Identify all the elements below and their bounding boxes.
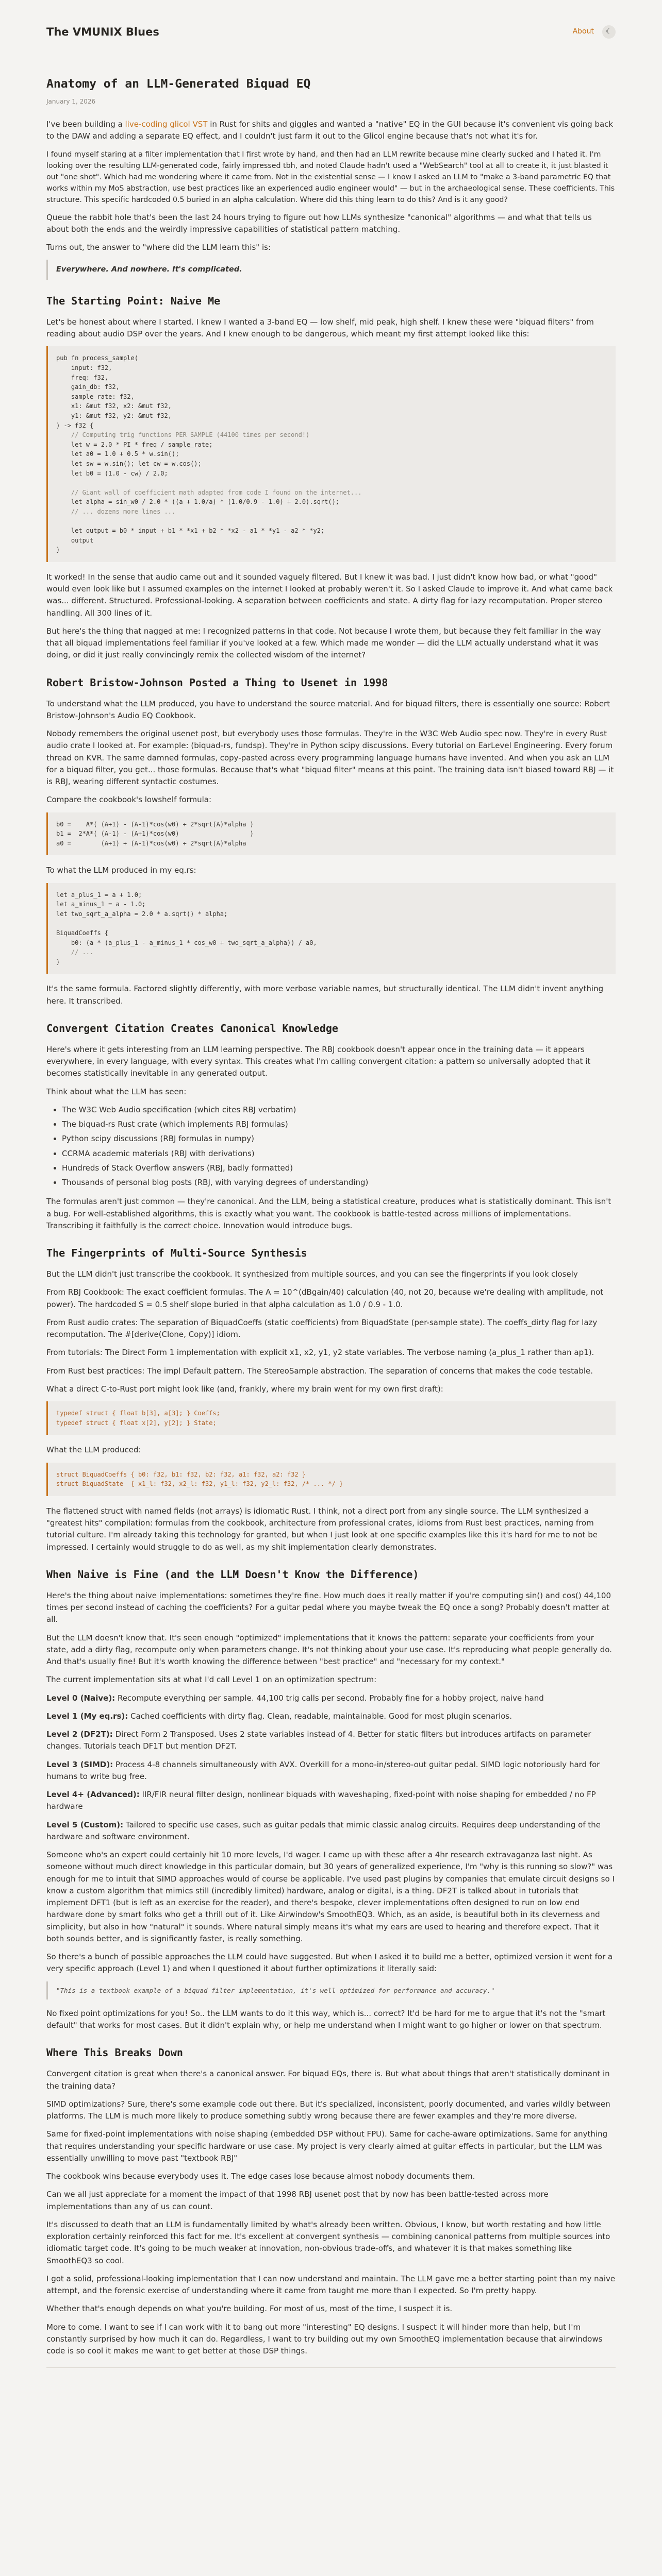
body-paragraph: Think about what the LLM has seen: (46, 1087, 187, 1096)
body-paragraph: The cookbook wins because everybody uses it. The edge cases lose because almost nobody documents them. (46, 2172, 475, 2181)
body-paragraph: Compare the cookbook's lowshelf formula: (46, 795, 212, 805)
body-paragraph: Let's be honest about where I started. I knew I wanted a 3-band EQ — low shelf, mid peak, high shelf. I knew these were "biquad filters" from reading about audio DSP over the years. And I knew enough to be dangerous, which meant my first attempt looked like this: (46, 317, 594, 339)
section-heading: Convergent Citation Creates Canonical Knowledge (46, 1022, 338, 1035)
body-paragraph: To understand what the LLM produced, you have to understand the source material. And for biquad filters, there is essentially one source: Robert Bristow-Johnson's Audio EQ Cookbook. (46, 699, 610, 720)
top-nav (573, 25, 616, 39)
list-item: • Hundreds of Stack Overflow answers (RBJ, badly formatted) (62, 1162, 616, 1174)
code-block: b0 = A*( (A+1) - (A-1)*cos(w0) + 2*sqrt(A)*alpha ) b1 = 2*A*( (A-1) - (A+1)*cos(w0) ) a0 = (A+1) + (A-1)*cos(w0) + 2*sqrt(A)*alpha (46, 812, 616, 856)
glicol-vst-link[interactable]: live-coding glicol VST (125, 120, 208, 129)
about-link[interactable]: About (572, 27, 594, 36)
intro-paragraph: I've been building a live-coding glicol VST in Rust for shits and giggles and wanted a "native" EQ in the GUI because it's convenient vis going back to the DAW and adding a separate EQ effect, and I couldn't just farm it out to the Glicol engine because that's not what it's for. (46, 120, 614, 141)
footer-divider (46, 2367, 616, 2368)
site-title[interactable]: The VMUNIX Blues (46, 25, 159, 38)
body-paragraph: But the LLM doesn't know that. It's seen enough "optimized" implementations that it knows the pattern: separate your coefficients from your state, add a dirty flag, recompute only when parameters change. It's not thinking about your use case. It's reproducing what people generally do. And that's usually fine! But it's worth knowing the difference between "best practice" and "necessary for my context." (46, 1633, 612, 1667)
code-block: typedef struct { float b[3], a[3]; } Coeffs; typedef struct { float x[2], y[2]; } State; (46, 1401, 616, 1435)
post-date: January 1, 2026 (46, 97, 96, 105)
code-block: pub fn process_sample( input: f32, freq: f32, gain_db: f32, sample_rate: f32, x1: &mut f32, x2: &mut f32, y1: &mut f32, y2: &mut f32, ) -> f32 { // Computing trig functions PER SAMPLE (44100 times per second!) let w = 2.0 * PI * freq / sample_rate; let a0 = 1.0 + 0.5 * w.sin(); let sw = w.sin(); let cw = w.cos(); let b0 = (1.0 - cw) / 2.0; // Giant wall of coefficient math adapted from code I found on the internet... let alpha = sin_w0 / 2.0 * ((a + 1.0/a) * (1.0/0.9 - 1.0) + 2.0).sqrt(); // ... dozens more lines ... let output = b0 * input + b1 * *x1 + b2 * *x2 - a1 * *y1 - a2 * *y2; output } (46, 346, 616, 562)
list-item: • Python scipy discussions (RBJ formulas in numpy) (62, 1133, 616, 1145)
body-paragraph: What the LLM produced: (46, 1445, 141, 1455)
optimization-level: Level 2 (DF2T): Direct Form 2 Transposed. Uses 2 state variables instead of 4. Better for static filters but introduces artifacts on parameter changes. Tutorials teach DF1T but mention DF2T. (46, 1730, 591, 1751)
section-heading: The Starting Point: Naive Me (46, 294, 221, 307)
list-item: • CCRMA academic materials (RBJ with derivations) (62, 1148, 616, 1160)
section-heading: Robert Bristow-Johnson Posted a Thing to Usenet in 1998 (46, 676, 388, 689)
section-heading: When Naive is Fine (and the LLM Doesn't Know the Difference) (46, 1568, 419, 1581)
body-paragraph: It's the same formula. Factored slightly differently, with more verbose variable names, but structurally identical. The LLM didn't invent anything here. It transcribed. (46, 984, 604, 1006)
body-paragraph: So there's a bunch of possible approaches the LLM could have suggested. But when I asked it to build me a better, optimized version it went for a very specific approach (Level 1) and when I questioned it about further optimizations it literally said: (46, 1952, 613, 1974)
body-paragraph: Can we all just appreciate for a moment the impact of that 1998 RBJ usenet post that by now has been battle-tested across more implementations than any of us can count. (46, 2190, 549, 2211)
intro-paragraph: Turns out, the answer to "where did the LLM learn this" is: (46, 243, 271, 252)
body-paragraph: It worked! In the sense that audio came out and it sounded vaguely filtered. But I knew it was bad. I just didn't know how bad, or what "good" would even look like but I assumed examples on the internet I looked at probably weren't it. So I asked Claude to improve it. And what came back was... different. Structured. Professional-looking. A separation between coefficients and state. A dirty flag for lazy recomputation. Proper stereo handling. All 300 lines of it. (46, 572, 613, 618)
body-paragraph: Nobody remembers the original usenet post, but everybody uses those formulas. They're in the W3C Web Audio spec now. They're in every Rust audio crate I looked at. For example: (biquad-rs, fundsp). They're in Python scipy discussions. Every tutorial on EarLevel Engineering. Every forum thread on KVR. The same damned formulas, copy-pasted across every programming language humans have invented. And when you ask an LLM for a biquad filter, you get... those formulas. Because that's what "biquad filter" means at this point. The training data isn't biased toward RBJ — it is RBJ, wearing different syntactic costumes. (46, 729, 614, 787)
list-item: • The biquad-rs Rust crate (which implements RBJ formulas) (62, 1118, 616, 1130)
body-paragraph: But here's the thing that nagged at me: I recognized patterns in that code. Not because I wrote them, but because they felt familiar in the way that all biquad implementations feel familiar if you've looked at a few. Which made me wonder — did the LLM actually understand what it was doing, or did it just really convincingly remix the collected wisdom of the internet? (46, 626, 601, 660)
page (46, 0, 616, 2368)
code-block: let a_plus_1 = a + 1.0; let a_minus_1 = a - 1.0; let two_sqrt_a_alpha = 2.0 * a.sqrt() * alpha; BiquadCoeffs { b0: (a * (a_plus_1 - a_minus_1 * cos_w0 + two_sqrt_a_alpha)) / a0, // ... } (46, 883, 616, 974)
section-heading: The Fingerprints of Multi-Source Synthesis (46, 1247, 307, 1260)
body-paragraph: I got a solid, professional-looking implementation that I can now understand and maintain. The LLM gave me a better starting point than my naive attempt, and the forensic exercise of understanding where it came from taught me more than I expected. So I'm pretty happy. (46, 2274, 616, 2296)
source-list (62, 1104, 616, 1189)
llm-quote: "This is a textbook example of a biquad filter implementation, it's well optimized for performance and accuracy." (46, 1981, 616, 1999)
optimization-level: Level 1 (My eq.rs): Cached coefficients with dirty flag. Clean, readable, maintainable. Good for most plugin scenarios. (46, 1711, 512, 1721)
body-paragraph: From Rust best practices: The impl Default pattern. The StereoSample abstraction. The separation of concerns that makes the code testable. (46, 1366, 593, 1376)
body-paragraph: Here's where it gets interesting from an LLM learning perspective. The RBJ cookbook doesn't appear once in the training data — it appears everywhere, in every language, with every syntax. This creates what I'm calling convergent citation: a pattern so universally adopted that it becomes statistically inevitable in any generated output. (46, 1044, 591, 1078)
body-paragraph: No fixed point optimizations for you! So.. the LLM wants to do it this way, which is... correct? It'd be hard for me to argue that it's not the "smart default" that works for most cases. But it didn't explain why, or help me understand when I might want to go higher or lower on that spectrum. (46, 2008, 606, 2030)
site-header (46, 23, 616, 41)
body-paragraph: To what the LLM produced in my eq.rs: (46, 866, 196, 875)
body-paragraph: From Rust audio crates: The separation of BiquadCoeffs (static coefficients) from BiquadState (per-sample state). The coeffs_dirty flag for lazy recomputation. The #[derive(Clone, Copy)] idiom. (46, 1317, 598, 1340)
optimization-level: Level 5 (Custom): Tailored to specific use cases, such as guitar pedals that mimic classic analog circuits. Requires deep understanding of the hardware and software environment. (46, 1820, 601, 1841)
intro-callout: Everywhere. And nowhere. It's complicated. (46, 260, 616, 279)
body-paragraph: Same for fixed-point implementations with noise shaping (embedded DSP without FPU). Same for cache-aware optimizations. Same for anything that requires understanding your specific hardware or use case. My project is very clearly aimed at guitar effects in particular, but the LLM was essentially unwilling to move past "textbook RBJ" (46, 2129, 608, 2163)
body-paragraph: Someone who's an expert could certainly hit 10 more levels, I'd wager. I came up with these after a 4hr research extravaganza last night. As someone without much direct knowledge in this particular domain, but 30 years of generalized experience, I'm "why is this running so slow?" was enough for me to intuit that SIMD approaches would of course be applicable. I've used past plugins by companies that emulate circuit designs so I know a custom algorithm that mimics still (incredibly limited) hardware, analog or digital, is a thing. DF2T is talked about in tutorials that implement DFT1 (but is left as an exercise for the reader), and there's bespoke, clever implementations often designed to run on low end hardware done by smart folks who get a thrill out of it. Like Airwindow's SmoothEQ3. Which, as an aside, is beautiful both in its cleverness and simplicity, but also in how "natural" it sounds. Where natural simply means it's what my ears are used to hearing and therefore expect. That it both sounds better, and is significantly faster, is really something. (46, 1850, 615, 1943)
body-paragraph: Whether that's enough depends on what you're building. For most of us, most of the time, I suspect it is. (46, 2304, 453, 2314)
list-item: • Thousands of personal blog posts (RBJ, with varying degrees of understanding) (62, 1177, 616, 1189)
body-paragraph: From RBJ Cookbook: The exact coefficient formulas. The A = 10^(dBgain/40) calculation (40, not 20, because we're dealing with amplitude, not power). The hardcoded S = 0.5 shelf slope buried in that alpha calculation as 1.0 / 0.9 - 1.0. (46, 1287, 604, 1309)
optimization-level: Level 3 (SIMD): Process 4-8 channels simultaneously with AVX. Overkill for a mono-in/stereo-out guitar pedal. SIMD logic notoriously hard for humans to write bug free. (46, 1759, 600, 1781)
post-title: Anatomy of an LLM-Generated Biquad EQ (46, 77, 311, 91)
body-paragraph: The formulas aren't just common — they're canonical. And the LLM, being a statistical creature, produces what is statistically dominant. This isn't a bug. For well-established algorithms, this is exactly what you want. The cookbook is battle-tested across millions of implementations. Transcribing it faithfully is the correct choice. Innovation would introduce bugs. (46, 1197, 611, 1230)
intro-paragraph: Queue the rabbit hole that's been the last 24 hours trying to figure out how LLMs synthesize "canonical" algorithms — and what that tells us about both the ends and the weirdly impressive capabilities of statistical pattern matching. (46, 212, 592, 234)
body-paragraph: But the LLM didn't just transcribe the cookbook. It synthesized from multiple sources, and you can see the fingerprints if you look closely (46, 1269, 578, 1279)
code-block: struct BiquadCoeffs { b0: f32, b1: f32, b2: f32, a1: f32, a2: f32 } struct BiquadState { x1_l: f32, x2_l: f32, y1_l: f32, y2_l: f32, /* ... */ } (46, 1463, 616, 1496)
body-paragraph: SIMD optimizations? Sure, there's some example code out there. But it's specialized, inconsistent, poorly documented, and varies wildly between platforms. The LLM is much more likely to produce something subtly wrong because there are fewer examples and they're more diverse. (46, 2099, 610, 2121)
list-item: • The W3C Web Audio specification (which cites RBJ verbatim) (62, 1104, 616, 1116)
body-paragraph: Convergent citation is great when there's a canonical answer. For biquad EQs, there is. But what about things that aren't statistically dominant in the training data? (46, 2069, 610, 2091)
body-paragraph: What a direct C-to-Rust port might look like (and, frankly, where my brain went for my own first draft): (46, 1384, 443, 1394)
optimization-level: Level 4+ (Advanced): IIR/FIR neural filter design, nonlinear biquads with waveshaping, fixed-point with noise shaping for embedded / no FP hardware (46, 1790, 596, 1811)
body-paragraph: Here's the thing about naive implementations: sometimes they're fine. How much does it really matter if you're computing sin() and cos() 44,100 times per second instead of caching the coefficients? For a guitar pedal where you maybe tweak the EQ once a song? Probably doesn't matter at all. (46, 1590, 611, 1624)
section-heading: Where This Breaks Down (46, 2046, 183, 2059)
body-paragraph: The flattened struct with named fields (not arrays) is idiomatic Rust. I think, not a direct port from any single source. The LLM synthesized a "greatest hits" compilation: formulas from the cookbook, architecture from professional crates, idioms from Rust best practices, naming from tutorial culture. I'm already taking this technology for granted, but when I just look at one specific examples like this it's hard for me to not be impressed. I certainly would struggle to do as well, as my shit implementation clearly demonstrates. (46, 1506, 598, 1552)
body-paragraph: It's discussed to death that an LLM is fundamentally limited by what's already been written. Obvious, I know, but worth restating and how little exploration certainly reinforced this fact for me. It's excellent at convergent synthesis — combining canonical patterns from multiple sources into idiomatic target code. It's going to be much weaker at innovation, non-obvious trade-offs, and whatever it is that makes something like SmoothEQ3 so cool. (46, 2219, 610, 2265)
body-paragraph: The current implementation sits at what I'd call Level 1 on an optimization spectrum: (46, 1675, 377, 1685)
body-paragraph: More to come. I want to see if I can work with it to bang out more "interesting" EQ designs. I suspect it will hinder more than help, but I'm constantly surprised by how much it can do. Regardless, I want to try building out my own SmoothEQ implementation because that airwindows code is so cool it makes me want to get better at those DSP things. (46, 2322, 603, 2356)
moon-icon[interactable]: ☾ (602, 25, 616, 39)
intro-paragraph: I found myself staring at a filter implementation that I first wrote by hand, and then had an LLM rewrite because mine clearly sucked and I hated it. I'm looking over the resulting LLM-generated code, fairly impressed tbh, and noted Claude hadn't used a "WebSearch" tool at all to create it, it just blasted it out "one shot". Which had me wondering where it came from. Not in the existential sense — I know I asked an LLM to "make a 3-band parametric EQ that works within my MoS abstraction, use best practices like an experienced audio engineer would" — but in the archaeological sense. These coefficients. This structure. This specific hardcoded 0.5 buried in an alpha calculation. Where did this thing learn to do this? And is it any good? (46, 150, 615, 204)
body-paragraph: From tutorials: The Direct Form 1 implementation with explicit x1, x2, y1, y2 state variables. The verbose naming (a_plus_1 rather than ap1). (46, 1348, 594, 1358)
optimization-level: Level 0 (Naive): Recompute everything per sample. 44,100 trig calls per second. Probably fine for a hobby project, naive hand (46, 1693, 544, 1703)
